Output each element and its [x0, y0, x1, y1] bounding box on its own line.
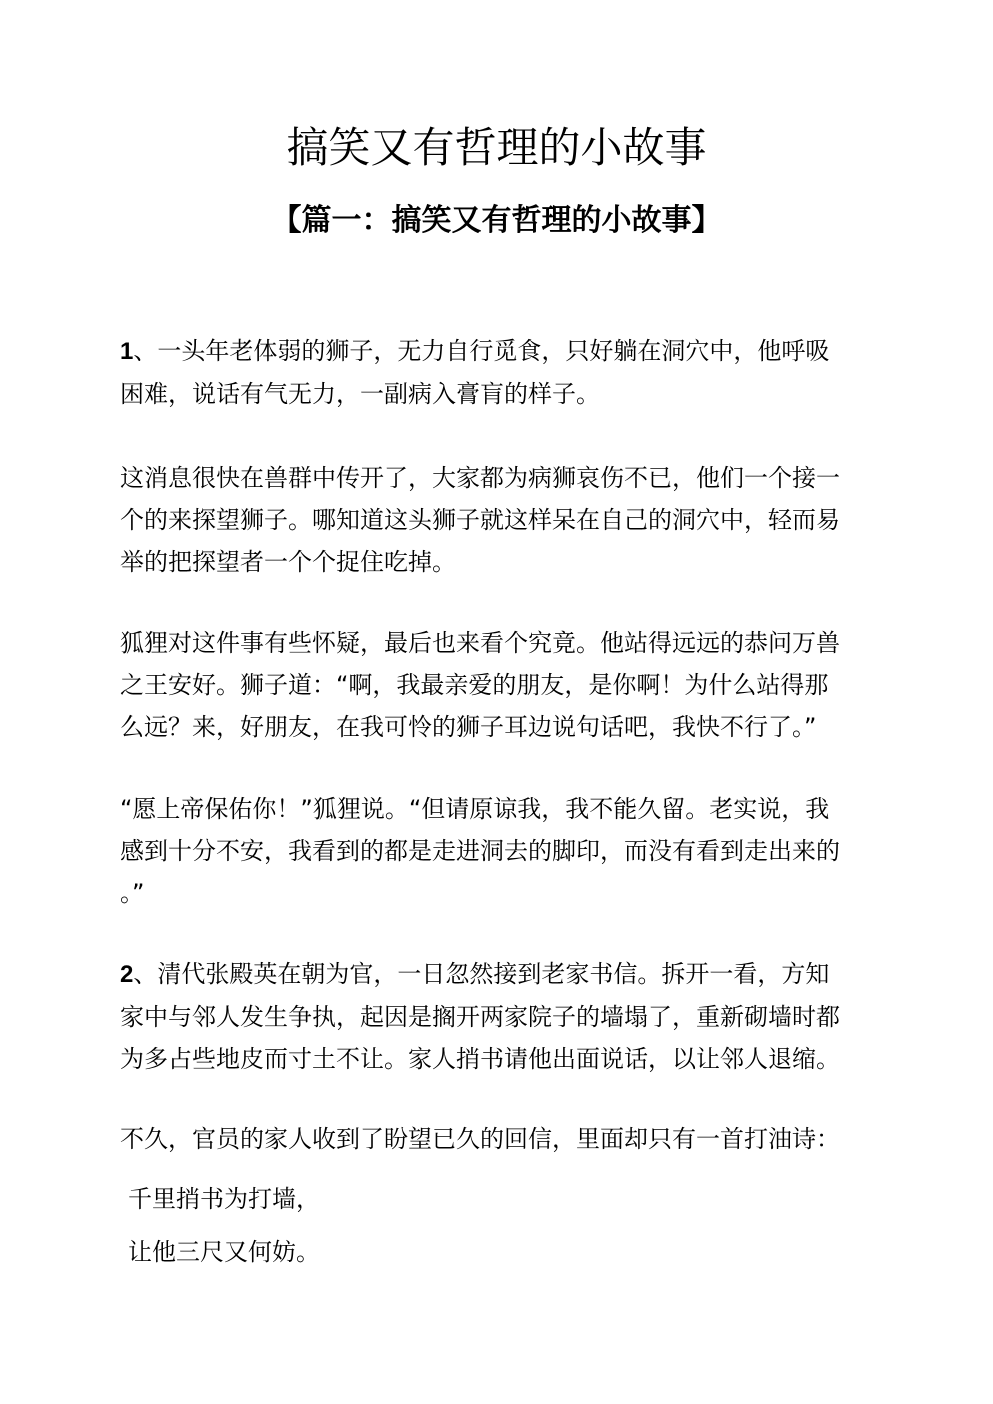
item-number: 1 [120, 338, 134, 365]
text-line: 困难，说话有气无力，一副病入膏肓的样子。 [120, 380, 600, 408]
paragraph-story-1-fox [120, 622, 880, 748]
text-line-content: 、一头年老体弱的狮子，无力自行觅食，只好躺在洞穴中，他呼吸 [133, 337, 830, 365]
text-line-content: 、清代张殿英在朝为官，一日忽然接到老家书信。拆开一看，方知 [133, 960, 830, 988]
text-line: 这消息很快在兽群中传开了，大家都为病狮哀伤不已，他们一个接一 [120, 464, 840, 492]
item-number: 2 [120, 961, 134, 988]
text-line: “愿上帝保佑你！”狐狸说。“但请原谅我，我不能久留。老实说，我 [120, 795, 830, 823]
poem-line: 让他三尺又何妨。 [128, 1238, 320, 1266]
paragraph-story-1-reply [120, 788, 880, 914]
page-title: 搞笑又有哲理的小故事 [286, 123, 707, 172]
text-line: 为多占些地皮而寸土不让。家人捎书请他出面说话，以让邻人退缩。 [120, 1045, 840, 1073]
section-subtitle: 【篇一：搞笑又有哲理的小故事】 [271, 203, 722, 238]
text-line: 感到十分不安，我看到的都是走进洞去的脚印，而没有看到走出来的 [120, 837, 840, 865]
text-line: 个的来探望狮子。哪知道这头狮子就这样呆在自己的洞穴中，轻而易 [120, 506, 840, 534]
text-line [120, 953, 880, 996]
paragraph-story-1-spread [120, 457, 880, 583]
paragraph-story-2-reply [120, 1118, 880, 1160]
text-line: 么远？来，好朋友，在我可怜的狮子耳边说句话吧，我快不行了。” [120, 713, 817, 741]
text-line: 不久，官员的家人收到了盼望已久的回信，里面却只有一首打油诗： [120, 1125, 840, 1153]
text-line: 家中与邻人发生争执，起因是搁开两家院子的墙塌了，重新砌墙时都 [120, 1003, 840, 1031]
paragraph-story-1-intro [120, 330, 880, 415]
paragraph-story-2-intro [120, 953, 880, 1080]
text-line: 之王安好。狮子道：“啊，我最亲爱的朋友，是你啊！为什么站得那 [120, 671, 829, 699]
text-line: 。” [120, 879, 145, 907]
text-line: 狐狸对这件事有些怀疑，最后也来看个究竟。他站得远远的恭问万兽 [120, 629, 840, 657]
poem-line: 千里捎书为打墙， [128, 1185, 320, 1213]
text-line [120, 330, 880, 373]
text-line: 举的把探望者一个个捉住吃掉。 [120, 548, 456, 576]
